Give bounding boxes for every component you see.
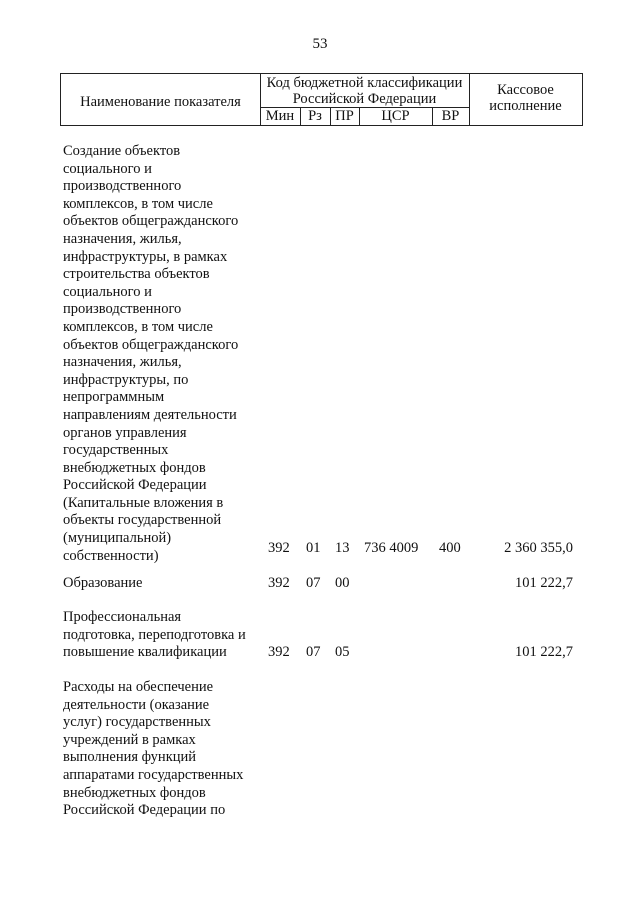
- row-pr: 00: [335, 575, 350, 591]
- row-pr: 13: [335, 540, 350, 556]
- row-vr: 400: [439, 540, 461, 556]
- header-col-vr: ВР: [441, 108, 460, 124]
- row-pr: 05: [335, 644, 350, 660]
- header-execution: Кассовое исполнение: [489, 81, 562, 114]
- row-min: 392: [268, 644, 290, 660]
- row-amount: 101 222,7: [515, 644, 573, 660]
- table-header: [60, 73, 583, 126]
- row-rz: 07: [306, 644, 321, 660]
- row-name: Создание объектов социального и производственного комплексов, в том числе объектов общегражданского назначения, жилья, инфраструктуры, в рамках строительства объектов социального и производственного комплексов, в том числе объектов общегражданского назначения, жилья, инфраструктуры, по непрограммным направлениям деятельности органов управления государственных внебюджетных фондов Российской Федерации (Капитальные вложения в объекты государственной (муниципальной) собственности): [63, 143, 239, 564]
- row-rz: 01: [306, 540, 321, 556]
- header-col-csr: ЦСР: [381, 108, 410, 124]
- row-rz: 07: [306, 575, 321, 591]
- header-code-title: Код бюджетной классификации Российской Федерации: [266, 74, 463, 107]
- row-amount: 2 360 355,0: [504, 540, 573, 556]
- row-amount: 101 222,7: [515, 575, 573, 591]
- row-min: 392: [268, 540, 290, 556]
- header-col-min: Мин: [265, 108, 295, 124]
- page-number: 53: [312, 36, 328, 52]
- row-name: Профессиональная подготовка, переподготовка и повышение квалификации: [63, 609, 246, 661]
- header-col-pr: ПР: [335, 108, 354, 124]
- row-csr: 736 4009: [364, 540, 419, 556]
- row-min: 392: [268, 575, 290, 591]
- header-col-rz: Рз: [308, 108, 322, 124]
- header-indicator-name: Наименование показателя: [80, 93, 241, 110]
- row-name: Образование: [63, 575, 143, 591]
- row-name: Расходы на обеспечение деятельности (оказание услуг) государственных учреждений в рамках выполнения функций аппаратами государственных внебюджетных фондов Российской Федерации по: [63, 679, 244, 819]
